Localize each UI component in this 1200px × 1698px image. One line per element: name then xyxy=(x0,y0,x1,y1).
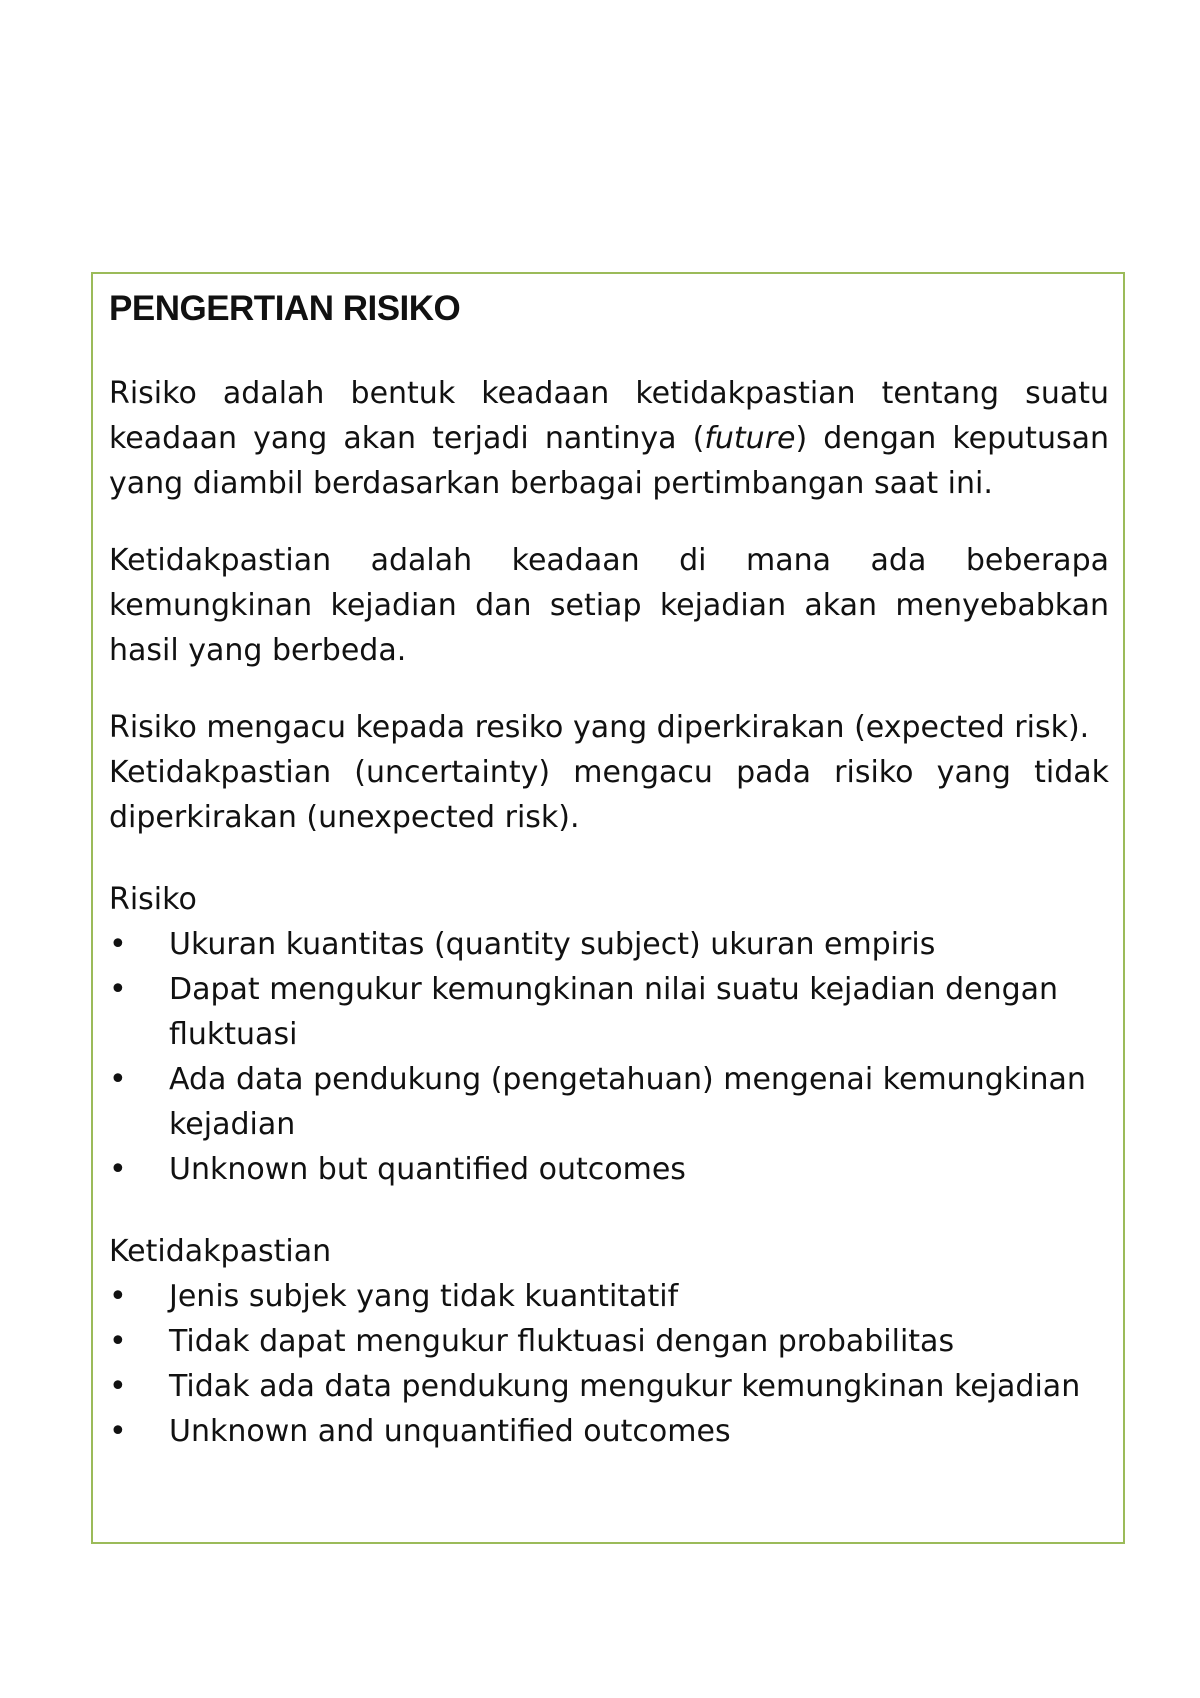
list-item-text: Tidak dapat mengukur fluktuasi dengan probabilitas xyxy=(169,1324,955,1359)
bullet-icon: • xyxy=(109,972,127,1007)
list-item-text: Ukuran kuantitas (quantity subject) ukuran empiris xyxy=(169,927,936,962)
list-item xyxy=(109,1274,1109,1319)
list-item-text: Unknown and unquantified outcomes xyxy=(169,1414,731,1449)
list-item-text: Ada data pendukung (pengetahuan) mengenai kemungkinan kejadian xyxy=(169,1062,1086,1142)
list-item-text: Dapat mengukur kemungkinan nilai suatu kejadian dengan fluktuasi xyxy=(169,972,1059,1052)
list-item xyxy=(109,1319,1109,1364)
paragraph-unexpected-risk: Ketidakpastian (uncertainty) mengacu pada risiko yang tidak diperkirakan (unexpected risk). xyxy=(109,755,1109,835)
list-item xyxy=(109,1364,1109,1409)
bullet-icon: • xyxy=(109,1324,127,1359)
risiko-list xyxy=(109,922,1109,1192)
paragraph-uncertainty-definition: Ketidakpastian adalah keadaan di mana ada beberapa kemungkinan kejadian dan setiap kejadian akan menyebabkan hasil yang berbeda. xyxy=(109,543,1109,668)
paragraph-risk-definition-end: ) dengan keputusan yang diambil berdasarkan berbagai pertimbangan saat ini. xyxy=(109,421,1109,501)
bullet-icon: • xyxy=(109,1279,127,1314)
list-item-text: Tidak ada data pendukung mengukur kemungkinan kejadian xyxy=(169,1369,1081,1404)
risiko-heading: Risiko xyxy=(109,882,197,917)
paragraph-risk-definition-start: Risiko adalah bentuk keadaan ketidakpastian tentang suatu keadaan yang akan terjadi nantinya ( xyxy=(109,376,1109,456)
bullet-icon: • xyxy=(109,1062,127,1097)
paragraph-expected-risk: Risiko mengacu kepada resiko yang diperkirakan (expected risk). xyxy=(109,710,1090,745)
content xyxy=(109,288,1109,1454)
list-item-text: Unknown but quantified outcomes xyxy=(169,1152,686,1187)
bullet-icon: • xyxy=(109,1414,127,1449)
list-item xyxy=(109,967,1109,1057)
bullet-icon: • xyxy=(109,927,127,962)
list-item xyxy=(109,922,1109,967)
list-item-text: Jenis subjek yang tidak kuantitatif xyxy=(169,1279,679,1314)
ketidakpastian-list xyxy=(109,1274,1109,1454)
content-box xyxy=(91,272,1125,1544)
paragraph-risk-definition xyxy=(109,371,1109,506)
ketidakpastian-heading: Ketidakpastian xyxy=(109,1234,332,1269)
bullet-icon: • xyxy=(109,1369,127,1404)
list-item xyxy=(109,1057,1109,1147)
list-item xyxy=(109,1409,1109,1454)
bullet-icon: • xyxy=(109,1152,127,1187)
page-title: PENGERTIAN RISIKO xyxy=(109,289,461,328)
list-item xyxy=(109,1147,1109,1192)
paragraph-risk-definition-italic: future xyxy=(704,421,796,456)
